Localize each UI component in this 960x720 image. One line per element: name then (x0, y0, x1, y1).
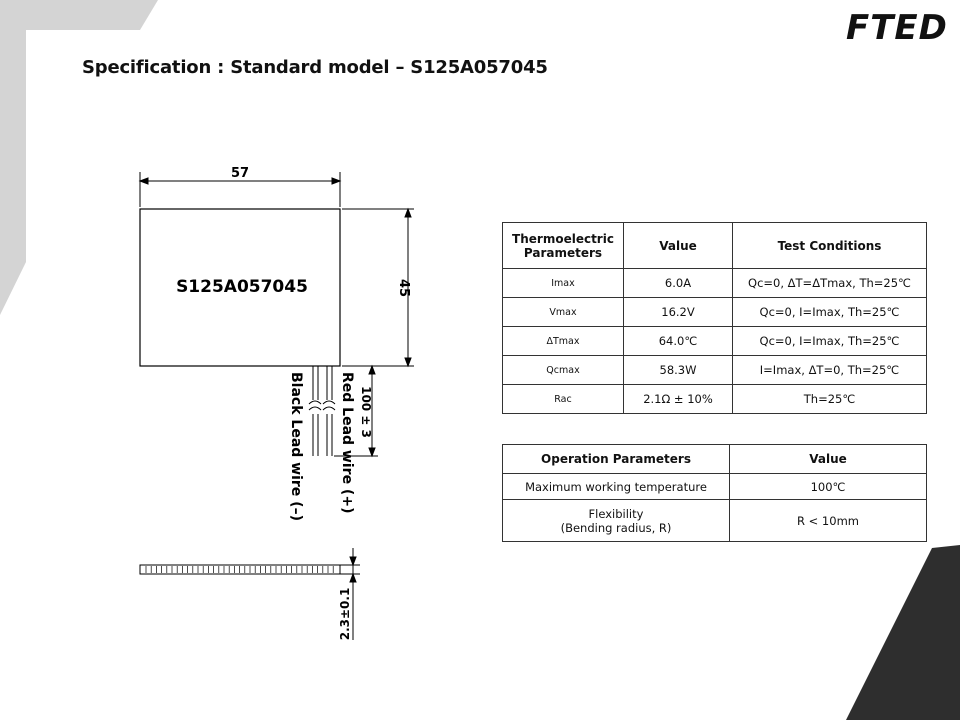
param-line: (Bending radius, R) (560, 520, 672, 535)
value-cell: 58.3W (624, 356, 733, 385)
condition-cell: Th=25℃ (733, 385, 927, 414)
black-lead-label: Black Lead wire (–) (288, 372, 304, 521)
table-header: Value (730, 445, 927, 474)
page-title: Specification : Standard model – S125A057045 (82, 57, 548, 78)
value-cell: 64.0℃ (624, 327, 733, 356)
table-row (503, 500, 927, 542)
table-row (503, 269, 927, 298)
table-header: Test Conditions (733, 223, 927, 269)
table-header: Thermoelectric Parameters (503, 223, 624, 269)
width-dimension-label: 57 (230, 166, 250, 181)
value-cell: 100℃ (730, 474, 927, 500)
param-line: Flexibility (588, 506, 644, 521)
param-cell (503, 500, 730, 542)
table-row (503, 298, 927, 327)
table-row (503, 327, 927, 356)
param-cell: Imax (503, 269, 624, 298)
param-cell: Vmax (503, 298, 624, 327)
table-row (503, 385, 927, 414)
height-dimension-label: 45 (396, 278, 411, 298)
param-cell: Maximum working temperature (503, 474, 730, 500)
value-cell: 2.1Ω ± 10% (624, 385, 733, 414)
table-header: Value (624, 223, 733, 269)
thickness-label: 2.3±0.1 (338, 587, 352, 641)
value-cell: 6.0A (624, 269, 733, 298)
condition-cell: I=Imax, ΔT=0, Th=25℃ (733, 356, 927, 385)
param-cell: Qcmax (503, 356, 624, 385)
param-cell: ΔTmax (503, 327, 624, 356)
table-row (503, 356, 927, 385)
param-cell: Rac (503, 385, 624, 414)
svg-text:FTED: FTED (846, 8, 948, 44)
operation-parameters-table (502, 444, 927, 542)
table-row (503, 474, 927, 500)
module-label: S125A057045 (176, 277, 308, 297)
condition-cell: Qc=0, I=Imax, Th=25℃ (733, 298, 927, 327)
value-cell: 16.2V (624, 298, 733, 327)
thermoelectric-parameters-table (502, 222, 927, 414)
table-header: Operation Parameters (503, 445, 730, 474)
condition-cell: Qc=0, I=Imax, Th=25℃ (733, 327, 927, 356)
value-cell: R < 10mm (730, 500, 927, 542)
module-side-view (140, 565, 340, 574)
red-lead-label: Red Lead wire (+) (339, 372, 355, 514)
condition-cell: Qc=0, ΔT=ΔTmax, Th=25℃ (733, 269, 927, 298)
lead-length-label: 100 ± 3 (359, 386, 373, 438)
